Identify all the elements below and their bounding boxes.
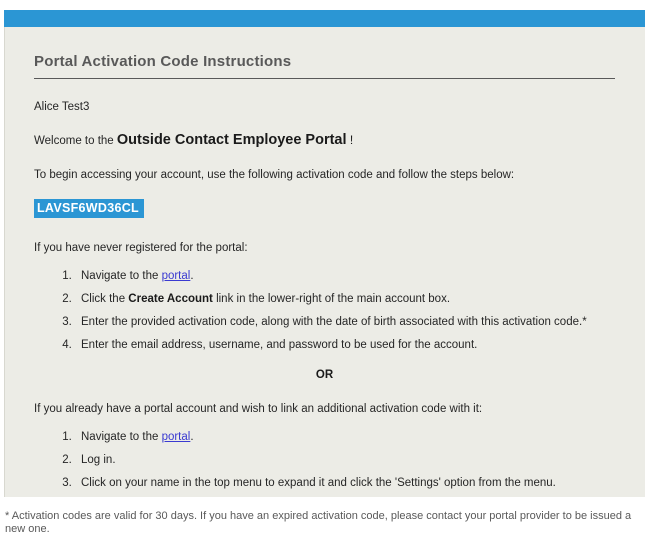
portal-link[interactable]: portal — [161, 270, 191, 282]
header-accent-bar — [4, 10, 645, 27]
steps-list-register — [34, 269, 615, 352]
list-item — [75, 269, 615, 283]
step-text: Click the — [81, 293, 129, 305]
steps-list-existing-account — [34, 430, 615, 497]
welcome-suffix: ! — [346, 133, 354, 147]
list-item — [75, 292, 615, 306]
step-text: Log in. — [81, 454, 116, 466]
step-text: Click on your name in the top menu to expand it and click the 'Settings' option from the menu. — [81, 477, 556, 489]
portal-name: Outside Contact Employee Portal — [116, 132, 347, 148]
email-content-panel — [4, 27, 645, 497]
step-text: Enter the provided activation code, along with the date of birth associated with this activation code.* — [81, 316, 587, 328]
welcome-prefix: Welcome to the — [34, 135, 117, 147]
recipient-name: Alice Test3 — [34, 101, 90, 113]
list-item — [75, 453, 615, 467]
step-text: Navigate to the — [81, 270, 162, 282]
or-divider: OR — [315, 369, 334, 381]
portal-link[interactable]: portal — [161, 431, 191, 443]
welcome-line — [34, 131, 615, 149]
list-item — [75, 315, 615, 329]
section-2-heading: If you already have a portal account and wish to link an additional activation code with it: — [34, 403, 483, 415]
step-text: Navigate to the — [81, 431, 162, 443]
title-divider — [34, 78, 615, 79]
page-title: Portal Activation Code Instructions — [34, 53, 292, 70]
step-text: link in the lower-right of the main account box. — [212, 293, 451, 305]
section-1-heading: If you have never registered for the portal: — [34, 242, 248, 254]
list-item — [75, 476, 615, 490]
step-text: . — [190, 431, 194, 443]
activation-code[interactable]: LAVSF6WD36CL — [34, 199, 144, 218]
expiration-footnote: * Activation codes are valid for 30 days. If you have an expired activation code, please contact your portal provider to be issued a new one. — [5, 510, 632, 535]
step-text: Enter the email address, username, and password to be used for the account. — [81, 339, 478, 351]
list-item — [75, 338, 615, 352]
step-text: . — [190, 270, 194, 282]
bold-text: Create Account — [128, 293, 213, 305]
intro-text: To begin accessing your account, use the following activation code and follow the steps below: — [34, 169, 515, 181]
list-item — [75, 430, 615, 444]
